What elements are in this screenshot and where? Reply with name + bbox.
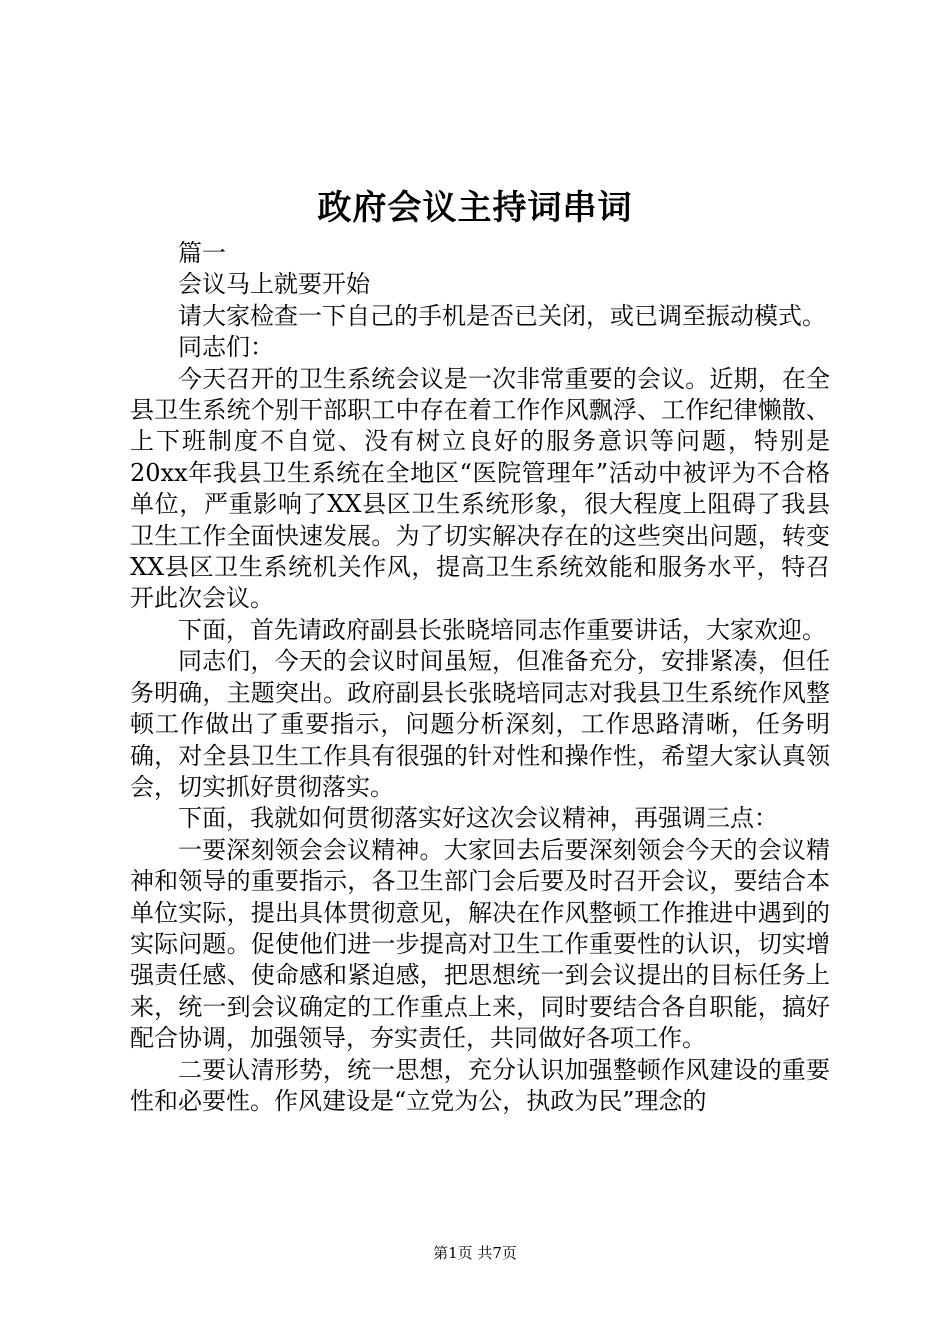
paragraph: 篇一 bbox=[178, 239, 226, 267]
paragraph: 请大家检查一下自己的手机是否已关闭，或已调至振动模式。 bbox=[178, 301, 826, 330]
paragraph: 同志们，今天的会议时间虽短，但准备充分，安排紧凑，但任务明确，主题突出。政府副县长张晓培同志对我县卫生系统作风整顿工作做出了重要指示，问题分析深刻，工作思路清晰，任务明确，对全县卫生工作具有很强的针对性和操作性，希望大家认真领会，切实抓好贯彻落实。 bbox=[130, 647, 830, 801]
paragraph: 同志们： bbox=[178, 333, 274, 362]
paragraph: 一要深刻领会会议精神。大家回去后要深刻领会今天的会议精神和领导的重要指示，各卫生部门会后要及时召开会议，要结合本单位实际，提出具体贯彻意见，解决在作风整顿工作推进中遇到的实际问题。促使他们进一步提高对卫生工作重要性的认识，切实增强责任感、使命感和紧迫感，把思想统一到会议提出的目标任务上来，统一到会议确定的工作重点上来，同时要结合各自职能，搞好配合协调，加强领导，夯实责任，共同做好各项工作。 bbox=[130, 835, 830, 1053]
paragraph: 下面，我就如何贯彻落实好这次会议精神，再强调三点： bbox=[178, 804, 778, 833]
page-number-footer: 第1页 共7页 bbox=[433, 1244, 517, 1262]
page-title: 政府会议主持词串词 bbox=[317, 188, 633, 228]
paragraph: 今天召开的卫生系统会议是一次非常重要的会议。近期，在全县卫生系统个别干部职工中存在着工作作风飘浮、工作纪律懒散、上下班制度不自觉、没有树立良好的服务意识等问题，特别是20xx年我县卫生系统在全地区“医院管理年”活动中被评为不合格单位，严重影响了XX县区卫生系统形象，很大程度上阻碍了我县卫生工作全面快速发展。为了切实解决存在的这些突出问题，转变XX县区卫生系统机关作风，提高卫生系统效能和服务水平，特召开此次会议。 bbox=[130, 364, 830, 613]
document-body bbox=[130, 238, 830, 1117]
paragraph: 会议马上就要开始 bbox=[178, 270, 370, 299]
paragraph: 下面，首先请政府副县长张晓培同志作重要讲话，大家欢迎。 bbox=[178, 615, 826, 644]
paragraph: 二要认清形势，统一思想，充分认识加强整顿作风建设的重要性和必要性。作风建设是“立党为公，执政为民”理念的 bbox=[130, 1055, 830, 1115]
